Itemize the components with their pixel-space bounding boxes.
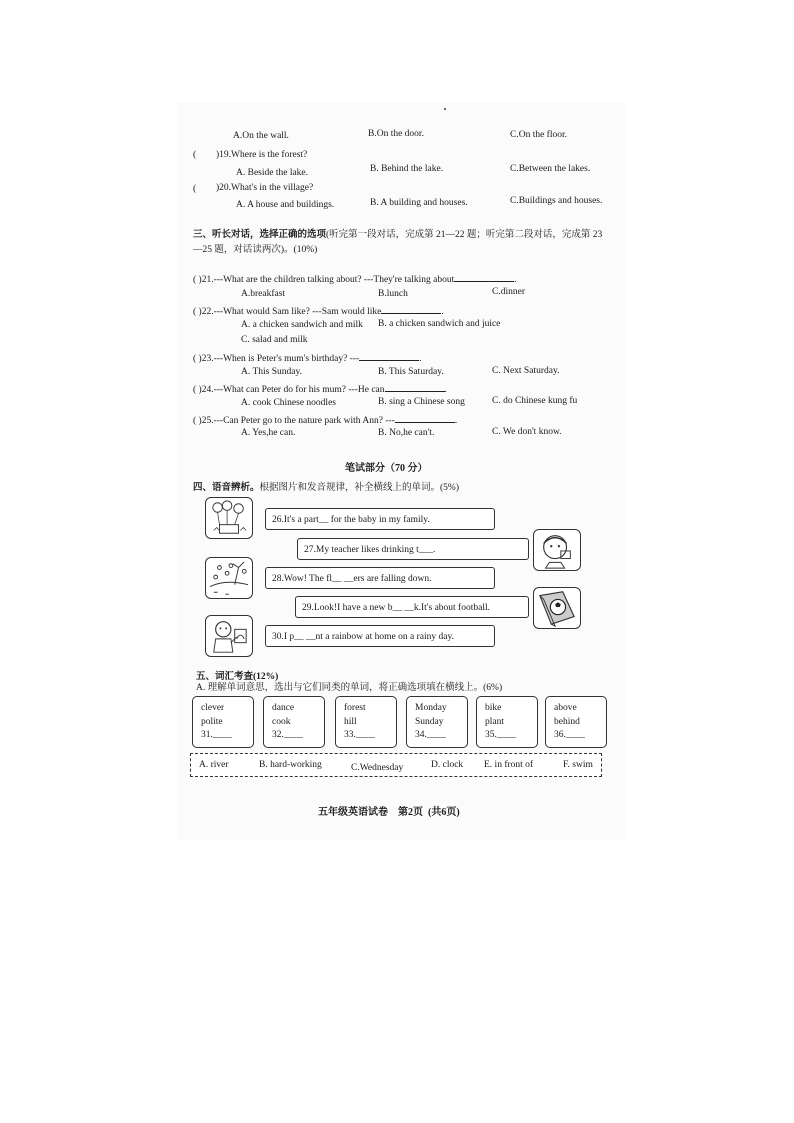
answer-blank [454,272,514,282]
q24-option-a: A. cook Chinese noodles [241,398,336,408]
q22-tail: . [441,307,444,317]
answer-blank: 35.____ [485,730,516,740]
q19-option-b: B. Behind the lake. [370,164,444,174]
q24 [193,382,447,396]
q19-option-c: C.Between the lakes. [510,164,591,174]
q22-option-b: B. a chicken sandwich and juice [378,319,501,329]
answer-blank: 32.____ [272,730,303,740]
q23-tail: . [419,354,422,364]
tea-drinking-picture [533,529,581,571]
written-part-title: 笔试部分（70 分） [345,463,428,474]
q20-option-b: B. A building and houses. [370,198,468,208]
section-5-instruction: A. 理解单词意思，选出与它们同类的单词，将正确选项填在横线上。(6%) [196,683,503,693]
section-4-title: 四、语音辨析。 [193,483,260,493]
section-4-note: 根据图片和发音规律，补全横线上的单词。(5%) [259,483,460,493]
word: behind [554,716,580,727]
q24-option-c: C. do Chinese kung fu [492,396,578,406]
word-group-34 [406,696,468,748]
answer-blank [381,304,441,314]
word: Sunday [415,716,444,727]
word: bike [485,703,502,713]
phonics-item-26: 26.It's a part__ for the baby in my family. [265,508,495,530]
page-footer: 五年级英语试卷 第2页 (共6页) [318,807,460,818]
q25-option-c: C. We don't know. [492,427,562,437]
q21-tail: . [514,275,517,285]
q19-option-a: A. Beside the lake. [236,168,309,178]
q20-paren: ( [193,184,197,194]
q25-option-a: A. Yes,he can. [241,428,296,438]
word-group-35 [476,696,538,748]
q19-paren: ( [193,150,197,160]
word: Monday [415,703,447,713]
section-3-title: 三、听长对话，选择正确的选项 [193,230,327,240]
q23-option-b: B. This Saturday. [378,367,444,377]
word-group-32 [263,696,325,748]
q24-tail: . [444,385,447,395]
section-5-heading: 五、词汇考查(12%) [196,672,279,682]
q25-option-b: B. No,he can't. [378,428,435,438]
football-book-picture [533,587,581,629]
q23-stem: ( )23.---When is Peter's mum's birthday? --- [193,354,360,364]
q23 [193,351,422,365]
section-4-heading [193,479,459,493]
q22-stem: ( )22.---What would Sam like? ---Sam would like [193,307,382,317]
word-group-31 [192,696,254,748]
phonics-item-29: 29.Look!I have a new b__ __k.It's about football. [295,596,529,618]
answer-blank: 33.____ [344,730,375,740]
q21-option-b: B.lunch [378,289,408,299]
q22-option-c: C. salad and milk [241,335,308,345]
party-picture [205,497,253,539]
q23-option-c: C. Next Saturday. [492,366,560,376]
q24-stem: ( )24.---What can Peter do for his mum? ---He can [193,385,385,395]
q18-option-c: C.On the floor. [510,130,567,140]
word-group-33 [335,696,397,748]
q21-option-a: A.breakfast [241,289,286,299]
word: polite [201,716,223,727]
q22 [193,304,444,318]
option-b: B. hard-working [259,760,322,770]
q25-tail: . [454,416,458,426]
option-d: D. clock [431,760,464,770]
q18-option-a: A.On the wall. [233,131,289,141]
word-options-box [190,753,602,777]
section-3-note: (听完第一段对话，完成第 21—22 题；听完第二段对话，完成第 23—25 题，对话读两次)。(10%) [193,230,603,255]
speck [444,108,446,110]
word: dance [272,703,295,713]
q23-option-a: A. This Sunday. [241,367,302,377]
option-f: F. swim [563,760,593,770]
answer-blank: 31.____ [201,730,232,740]
word: clever [201,703,225,713]
q22-option-a: A. a chicken sandwich and milk [241,320,363,330]
q18-option-b: B.On the door. [368,129,424,139]
painting-child-picture [205,615,253,657]
word: plant [485,716,504,727]
word: above [554,703,577,713]
word-group-36 [545,696,607,748]
answer-blank: 36.____ [554,730,585,740]
option-a: A. river [199,760,229,770]
option-c: C.Wednesday [351,763,404,773]
section-3-heading [193,228,603,257]
q20-option-a: A. A house and buildings. [236,200,335,210]
phonics-item-27: 27.My teacher likes drinking t___. [297,538,529,560]
q20-stem: )20.What's in the village? [216,183,314,193]
phonics-item-30: 30.I p__ __nt a rainbow at home on a rainy day. [265,625,495,647]
word: cook [272,716,291,727]
word: hill [344,716,357,727]
q25-stem: ( )25.---Can Peter go to the nature park with Ann? --- [193,416,395,426]
q19-stem: )19.Where is the forest? [216,150,308,160]
q24-option-b: B. sing a Chinese song [378,397,465,407]
word: forest [344,703,366,713]
option-e: E. in front of [484,760,534,770]
phonics-item-28: 28.Wow! The fl__ __ers are falling down. [265,567,495,589]
q20-option-c: C.Buildings and houses. [510,196,603,206]
answer-blank: 34.____ [415,730,446,740]
answer-blank [359,351,419,361]
q25 [193,413,457,427]
q21-stem: ( )21.---What are the children talking about? ---They're talking about [193,275,455,285]
q21 [193,272,517,286]
falling-flowers-picture [205,557,253,599]
answer-blank [395,413,455,423]
q21-option-c: C.dinner [492,287,525,297]
answer-blank [385,382,445,392]
